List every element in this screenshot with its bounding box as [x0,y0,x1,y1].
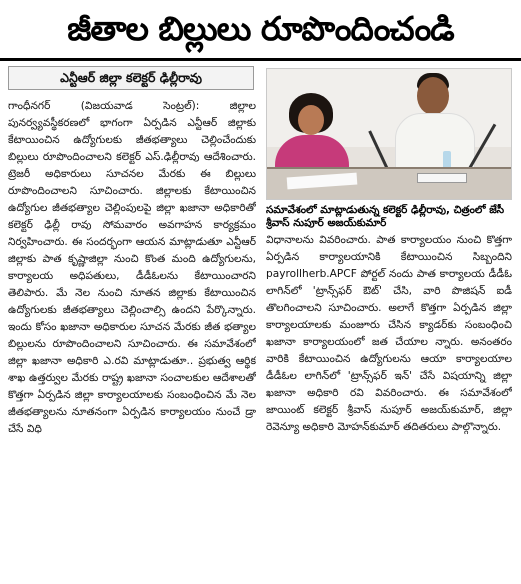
headline: జీతాల బిల్లులు రూపొందించండి [67,9,454,48]
headline-rule [0,58,521,61]
article-body-right: విధానాలను వివరించారు. పాత కార్యాలయం నుంచి కొత్తగా ఏర్పడిన కార్యాలయానికి కేటాయించిన సిబ్బందిని payrollherb.APCF పోర్టల్‌ నందు పాత కార్యాలయ డీడీఓ లాగిన్‌లో 'ట్రాన్స్‌ఫర్‌ ఔట్‌' చేసి, వారి పొజిషన్‌ ఐడీ తొలగించాలని సూచించారు. అలాగే కొత్తగా ఏర్పడిన జిల్లా కార్యాలయాలకు మంజూరు చేసిన క్యాడర్‌కు సంబంధించి ఖజానా కార్యాలయంలో జత చేయాల న్నారు. అనంతరం వారికి కేటాయించిన ఉద్యోగులను ఆయా కార్యాలయాల డీడీఓల లాగిన్‌లో 'ట్రాన్స్‌ఫర్‌ ఇన్‌' చేసే విషయాన్ని జిల్లా ఖజానా అధికారి రవి వివరించారు. ఈ సమావేశంలో జాయింట్‌ కలెక్టర్‌ శ్రీవాస్‌ నుపూర్‌ అజయ్‌కుమార్‌, జిల్లా రెవెన్యూ అధికారి మోహన్‌కుమార్‌ తదితరులు పాల్గొన్నారు. [266,234,512,433]
photo-man-head [417,77,449,115]
photo-woman-face [298,105,324,135]
nameplate [417,173,467,183]
byline: ఎన్టీఆర్‌ జిల్లా కలెక్టర్‌ ఢిల్లీరావు [8,66,254,90]
news-photo [266,68,512,200]
photo-man-body [395,113,475,171]
photo-caption: సమావేశంలో మాట్లాడుతున్న కలెక్టర్‌ ఢిల్లీరావు, చిత్రంలో జేసీ శ్రీవాస్‌ నుపూర్‌ అజయ్‌కుమార్‌ [266,204,505,229]
article-body-left: గాంధీనగర్‌ (విజయవాడ సెంట్రల్‌): జిల్లాల పునర్వ్యవస్థీకరణలో భాగంగా ఏర్పడిన ఎన్టీఆర్‌ జిల్లాకు కేటాయించిన ఉద్యోగులకు జీతభత్యాలు చెల్లించేందుకు బిల్లులు రూపొందించాలని కలెక్టర్‌ ఎస్‌.ఢిల్లీరావు ఆదేశించారు. ట్రెజరీ అధికారులు సూచనల మేరకు ఈ బిల్లులు రూపొందించాలని సూచించారు. జిల్లాలకు కేటాయించిన ఉద్యోగుల జీతభత్యాల చెల్లింపులపై జిల్లా ఖజానా అధికారితో కలెక్టర్‌ ఢిల్లీ రావు సోమవారం అవగాహన కార్యక్రమం నిర్వహించారు. ఈ సందర్భంగా ఆయన మాట్లాడుతూ ఎన్టీఆర్‌ జిల్లాకు పాత కృష్ణాజిల్లా నుంచి కొంత మంది ఉద్యోగులను, కార్యాలయ అధిపతులు, డీడీఓలను కేటాయించారని తెలిపారు. మే నెల నుంచి నూతన జిల్లాకు కేటాయించిన ఉద్యోగులకు జీతభత్యాలు చెల్లించాల్సి ఉందని పేర్కొన్నారు. ఇందు కోసం ఖజానా అధికారుల సూచన మేరకు జీత భత్యాల బిల్లులను రూపొందించాలని సూచించారు. ఈ సమావేశంలో జిల్లా ఖజానా అధికారి ఎ.రవి మాట్లాడుతూ.. ప్రభుత్వ ఆర్థిక శాఖ ఉత్తర్వుల మేరకు రాష్ట్ర ఖజానా సంచాలకుల ఆదేశాలతో కొత్తగా ఏర్పడిన జిల్లా కార్యాలయాలకు సంబంధించిన మే నెల జీతభత్యాలను నూతనంగా ఏర్పడిన కార్యాలయం నుంచే డ్రా చేసే విధి [8,100,256,435]
